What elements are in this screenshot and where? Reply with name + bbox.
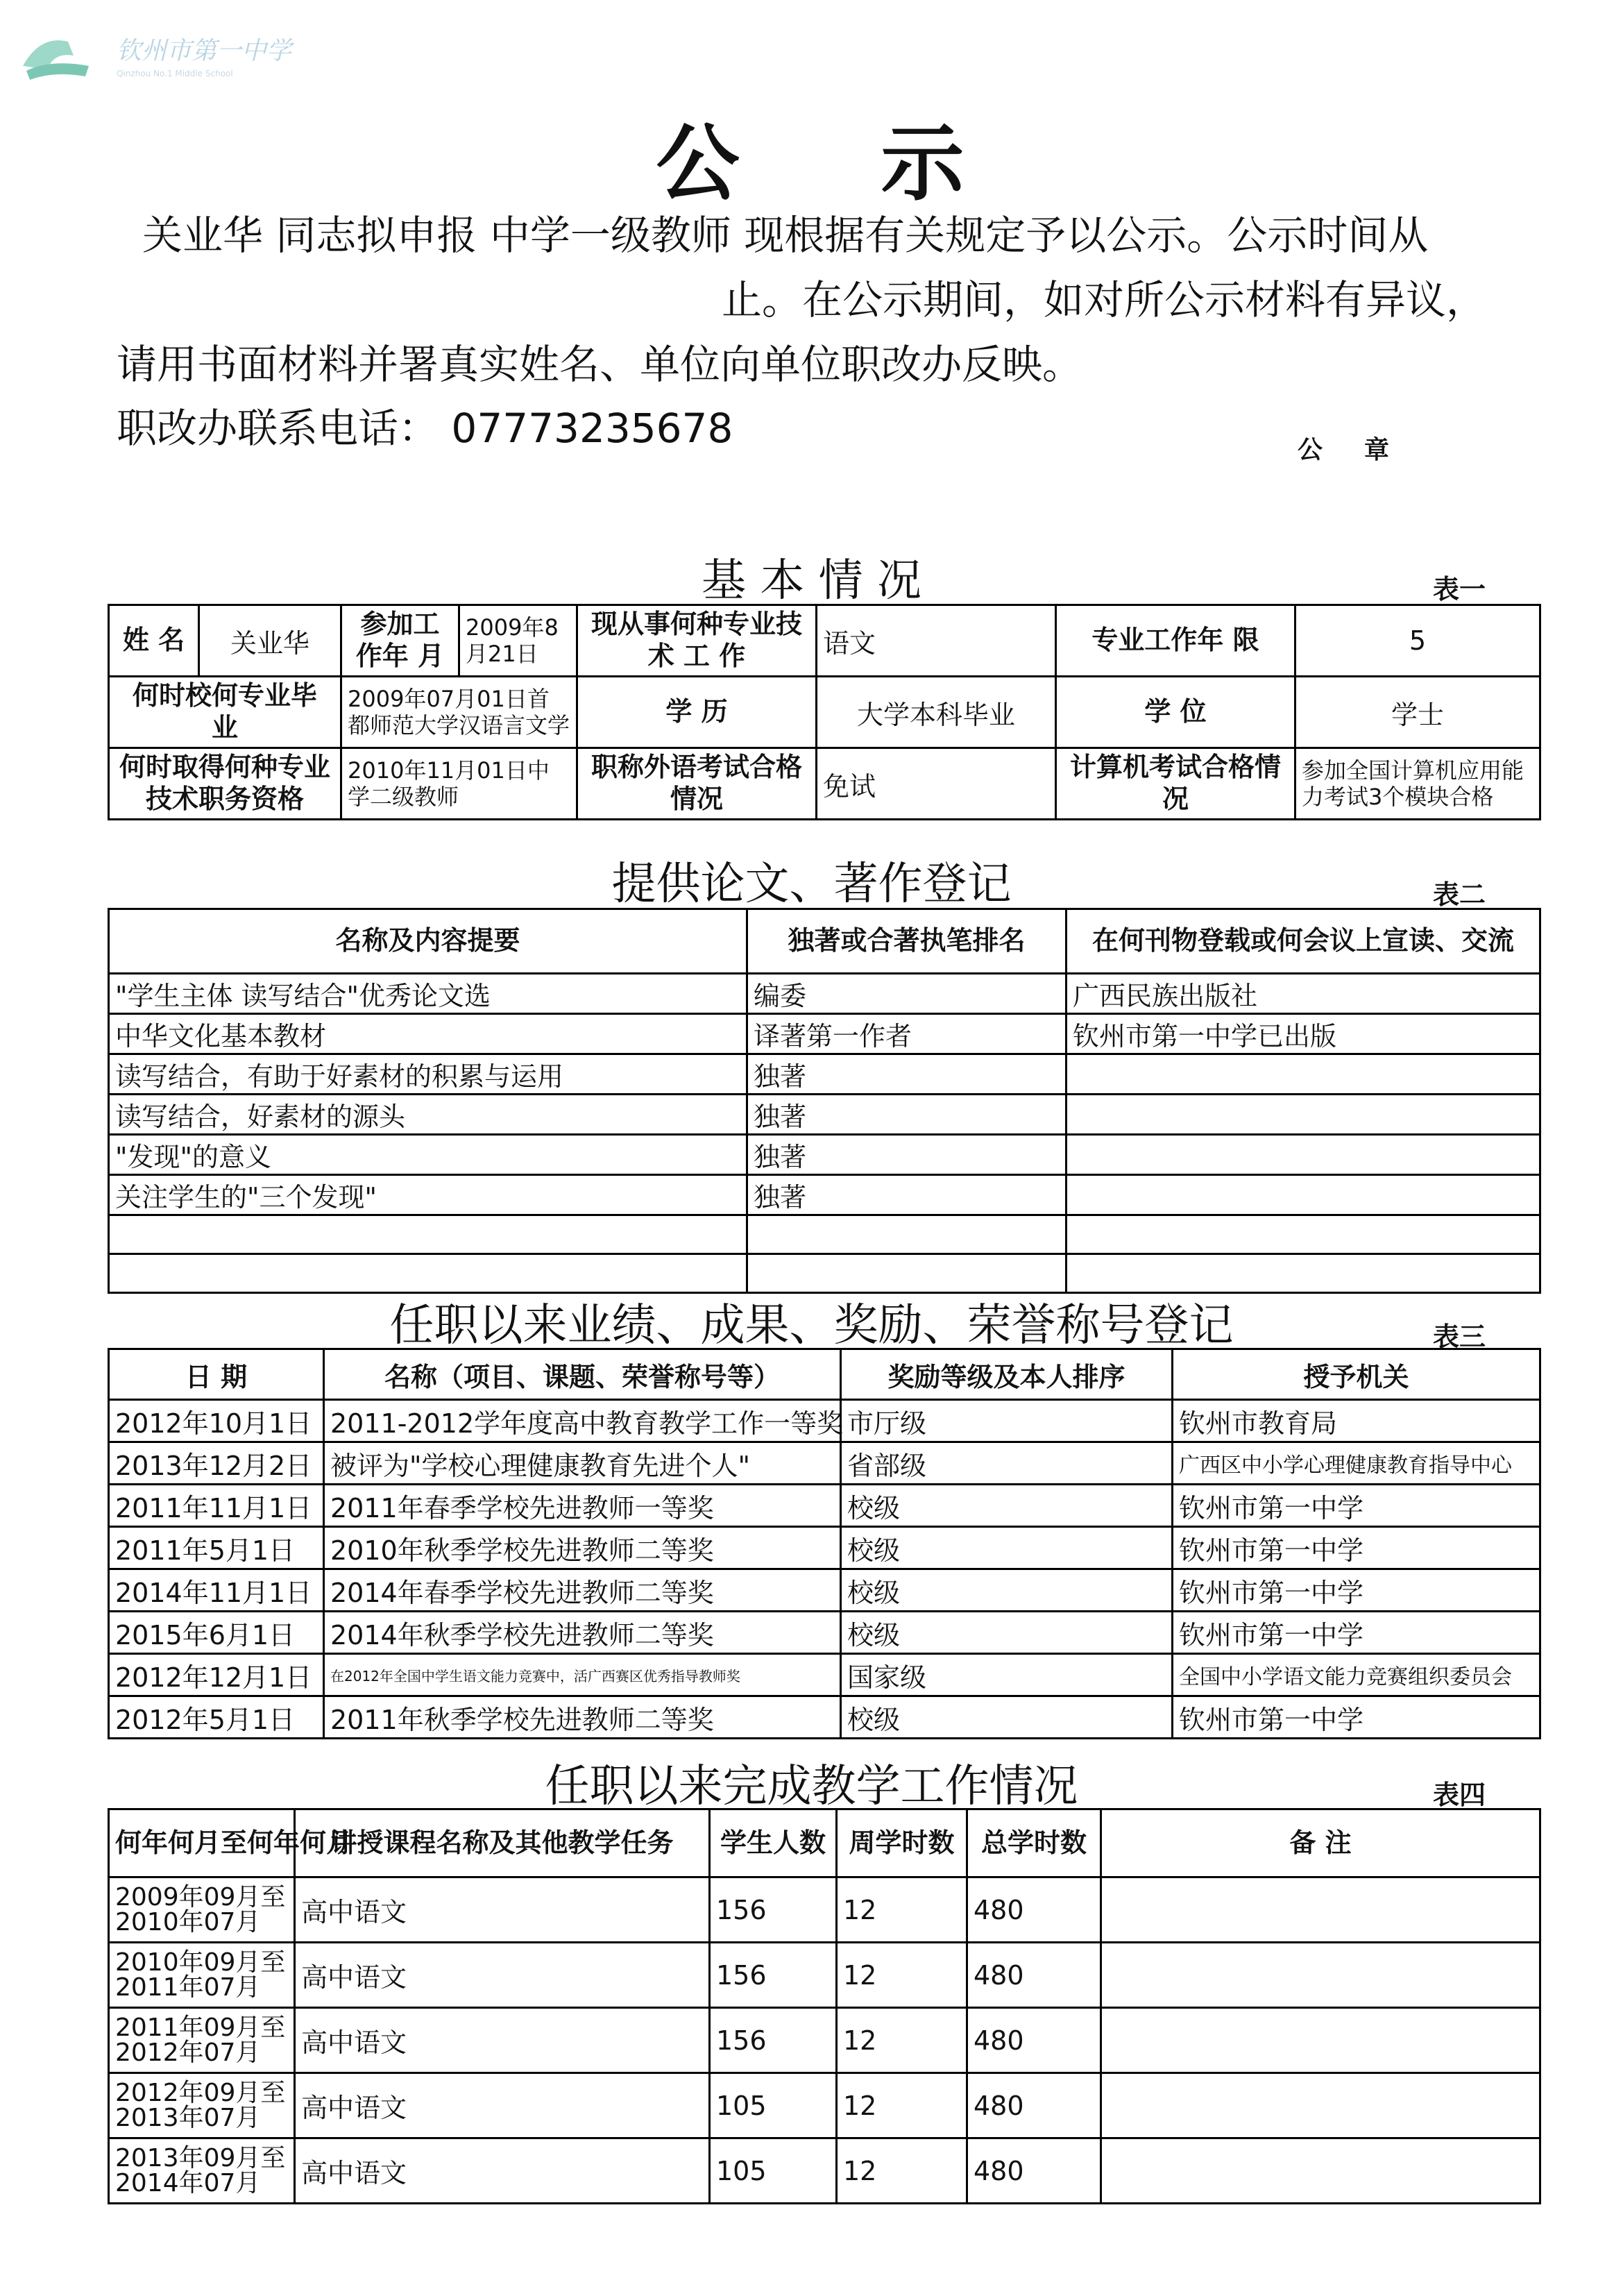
comp-label: 计算机考试合格情况 xyxy=(1056,748,1295,820)
teaching-header-remarks: 备 注 xyxy=(1101,1809,1540,1877)
paper-title xyxy=(109,1215,747,1254)
table-row xyxy=(109,1400,1540,1442)
paper-rank: 独著 xyxy=(747,1095,1067,1135)
teaching-header-course: 讲授课程名称及其他教学任务 xyxy=(295,1809,710,1877)
table-row xyxy=(109,1527,1540,1569)
remarks xyxy=(1101,1943,1540,2008)
period-end: 2013年07月 xyxy=(115,2103,261,2132)
edu-label: 学 历 xyxy=(577,677,817,748)
award-authority: 钦州市第一中学 xyxy=(1173,1696,1540,1739)
notice-line-1: 关业华 同志拟申报 中学一级教师 现根据有关规定予以公示。公示时间从 xyxy=(142,212,1429,259)
table-row xyxy=(109,1654,1540,1696)
basic-info-table xyxy=(108,604,1541,820)
award-level: 校级 xyxy=(841,1485,1173,1527)
paper-venue: 广西民族出版社 xyxy=(1067,974,1540,1014)
course: 高中语文 xyxy=(295,2073,710,2138)
course: 高中语文 xyxy=(295,1943,710,2008)
name-value: 关业华 xyxy=(199,605,341,677)
paper-title: 关注学生的"三个发现" xyxy=(109,1175,747,1215)
table-row xyxy=(109,1943,1540,2008)
weekly-hours: 12 xyxy=(837,2138,967,2204)
table-row xyxy=(109,1569,1540,1612)
paper-venue xyxy=(1067,1215,1540,1254)
paper-rank: 译著第一作者 xyxy=(747,1014,1067,1054)
teaching-header-period: 何年何月至何年何月 xyxy=(109,1809,295,1877)
name-label: 姓 名 xyxy=(109,605,199,677)
award-authority: 全国中小学语文能力竞赛组织委员会 xyxy=(1173,1654,1540,1696)
table-row xyxy=(109,1054,1540,1095)
table-row xyxy=(109,2138,1540,2204)
total-hours: 480 xyxy=(967,1943,1101,2008)
award-level: 校级 xyxy=(841,1696,1173,1739)
join-label: 参加工作年 月 xyxy=(341,605,459,677)
table-row xyxy=(109,1175,1540,1215)
award-authority: 钦州市第一中学 xyxy=(1173,1612,1540,1654)
students: 156 xyxy=(710,2008,837,2073)
period-start: 2010年09月至 xyxy=(115,1948,286,1977)
table-row xyxy=(109,1485,1540,1527)
paper-title: 读写结合，有助于好素材的积累与运用 xyxy=(109,1054,747,1095)
paper-venue xyxy=(1067,1254,1540,1293)
table-number-2: 表二 xyxy=(1433,879,1486,910)
seal-label: 公章 xyxy=(1298,436,1431,464)
paper-rank: 独著 xyxy=(747,1135,1067,1175)
table-number-1: 表一 xyxy=(1433,574,1486,605)
award-name: 2011年秋季学校先进教师二等奖 xyxy=(324,1696,841,1739)
qual-value: 2010年11月01日中学二级教师 xyxy=(341,748,577,820)
teaching-period xyxy=(109,2138,295,2204)
notice-title-char: 示 xyxy=(881,115,967,212)
award-date: 2011年11月1日 xyxy=(109,1485,324,1527)
svg-text:钦州市第一中学: 钦州市第一中学 xyxy=(117,37,292,65)
table-row xyxy=(109,1095,1540,1135)
weekly-hours: 12 xyxy=(837,1943,967,2008)
award-date: 2012年12月1日 xyxy=(109,1654,324,1696)
awards-header-date: 日 期 xyxy=(109,1349,324,1400)
paper-rank xyxy=(747,1215,1067,1254)
award-name: 被评为"学校心理健康教育先进个人" xyxy=(324,1442,841,1485)
lang-label: 职称外语考试合格情况 xyxy=(577,748,817,820)
table-row xyxy=(109,1254,1540,1293)
award-date: 2014年11月1日 xyxy=(109,1569,324,1612)
period-start: 2009年09月至 xyxy=(115,1882,286,1911)
paper-title xyxy=(109,1254,747,1293)
edu-value: 大学本科毕业 xyxy=(817,677,1056,748)
students: 156 xyxy=(710,1877,837,1943)
table-row xyxy=(109,1612,1540,1654)
qual-label: 何时取得何种专业技术职务资格 xyxy=(109,748,341,820)
period-end: 2012年07月 xyxy=(115,2038,261,2067)
major-value: 语文 xyxy=(817,605,1056,677)
weekly-hours: 12 xyxy=(837,1877,967,1943)
award-level: 校级 xyxy=(841,1569,1173,1612)
award-authority: 钦州市教育局 xyxy=(1173,1400,1540,1442)
paper-rank: 编委 xyxy=(747,974,1067,1014)
course: 高中语文 xyxy=(295,1877,710,1943)
comp-value: 参加全国计算机应用能力考试3个模块合格 xyxy=(1295,748,1540,820)
section-title-teaching: 任职以来完成教学工作情况 xyxy=(545,1761,1078,1812)
award-name: 在2012年全国中学生语文能力竞赛中，活广西赛区优秀指导教师奖 xyxy=(324,1654,841,1696)
students: 156 xyxy=(710,1943,837,2008)
table-row xyxy=(109,1215,1540,1254)
teaching-period xyxy=(109,2073,295,2138)
join-value: 2009年8月21日 xyxy=(459,605,577,677)
award-level: 省部级 xyxy=(841,1442,1173,1485)
section-title-basic: 基 本 情 况 xyxy=(701,555,922,607)
section-title-papers: 提供论文、著作登记 xyxy=(611,859,1012,910)
paper-venue xyxy=(1067,1135,1540,1175)
paper-venue xyxy=(1067,1095,1540,1135)
award-level: 校级 xyxy=(841,1612,1173,1654)
period-end: 2014年07月 xyxy=(115,2168,261,2197)
paper-title: 中华文化基本教材 xyxy=(109,1014,747,1054)
table-row xyxy=(109,2073,1540,2138)
table-row xyxy=(109,1877,1540,1943)
major-label: 现从事何种专业技 术 工 作 xyxy=(577,605,817,677)
paper-venue: 钦州市第一中学已出版 xyxy=(1067,1014,1540,1054)
course: 高中语文 xyxy=(295,2008,710,2073)
papers-header-rank: 独著或合著执笔排名 xyxy=(747,909,1067,974)
school-logo xyxy=(19,28,292,83)
teaching-period xyxy=(109,2008,295,2073)
table-row xyxy=(109,2008,1540,2073)
papers-header-name: 名称及内容提要 xyxy=(109,909,747,974)
period-start: 2013年09月至 xyxy=(115,2143,286,2172)
teaching-table xyxy=(108,1808,1541,2204)
total-hours: 480 xyxy=(967,2073,1101,2138)
notice-line-2: 止。在公示期间，如对所公示材料有异议， xyxy=(722,276,1487,323)
award-date: 2011年5月1日 xyxy=(109,1527,324,1569)
remarks xyxy=(1101,1877,1540,1943)
paper-venue xyxy=(1067,1175,1540,1215)
teaching-header-students: 学生人数 xyxy=(710,1809,837,1877)
remarks xyxy=(1101,2008,1540,2073)
table-row xyxy=(109,974,1540,1014)
total-hours: 480 xyxy=(967,2008,1101,2073)
award-level: 市厅级 xyxy=(841,1400,1173,1442)
notice-title-char: 公 xyxy=(656,115,742,212)
award-level: 校级 xyxy=(841,1527,1173,1569)
remarks xyxy=(1101,2138,1540,2204)
grad-label: 何时校何专业毕 业 xyxy=(109,677,341,748)
remarks xyxy=(1101,2073,1540,2138)
total-hours: 480 xyxy=(967,1877,1101,1943)
table-number-4: 表四 xyxy=(1433,1780,1486,1810)
years-label: 专业工作年 限 xyxy=(1056,605,1295,677)
weekly-hours: 12 xyxy=(837,2008,967,2073)
period-start: 2011年09月至 xyxy=(115,2013,286,2042)
paper-rank xyxy=(747,1254,1067,1293)
awards-header-level: 奖励等级及本人排序 xyxy=(841,1349,1173,1400)
school-logo-icon xyxy=(19,28,292,83)
teaching-period xyxy=(109,1877,295,1943)
award-authority: 钦州市第一中学 xyxy=(1173,1485,1540,1527)
paper-rank: 独著 xyxy=(747,1175,1067,1215)
grad-value: 2009年07月01日首都师范大学汉语言文学 xyxy=(341,677,577,748)
contact-phone-line: 职改办联系电话： 07773235678 xyxy=(117,405,733,452)
notice-line-3: 请用书面材料并署真实姓名、单位向单位职改办反映。 xyxy=(117,341,1083,388)
paper-title: 读写结合，好素材的源头 xyxy=(109,1095,747,1135)
degree-label: 学 位 xyxy=(1056,677,1295,748)
award-name: 2011-2012学年度高中教育教学工作一等奖 xyxy=(324,1400,841,1442)
award-name: 2014年春季学校先进教师二等奖 xyxy=(324,1569,841,1612)
students: 105 xyxy=(710,2138,837,2204)
svg-text:Qinzhou No.1 Middle School: Qinzhou No.1 Middle School xyxy=(117,69,233,78)
lang-value: 免试 xyxy=(817,748,1056,820)
paper-title: "发现"的意义 xyxy=(109,1135,747,1175)
degree-value: 学士 xyxy=(1295,677,1540,748)
table-row xyxy=(109,1442,1540,1485)
awards-header-authority: 授予机关 xyxy=(1173,1349,1540,1400)
paper-venue xyxy=(1067,1054,1540,1095)
award-level: 国家级 xyxy=(841,1654,1173,1696)
table-row xyxy=(109,1135,1540,1175)
award-name: 2014年秋季学校先进教师二等奖 xyxy=(324,1612,841,1654)
award-date: 2013年12月2日 xyxy=(109,1442,324,1485)
table-row xyxy=(109,1014,1540,1054)
total-hours: 480 xyxy=(967,2138,1101,2204)
paper-title: "学生主体 读写结合"优秀论文选 xyxy=(109,974,747,1014)
years-value: 5 xyxy=(1295,605,1540,677)
teaching-header-weekly-hours: 周学时数 xyxy=(837,1809,967,1877)
paper-rank: 独著 xyxy=(747,1054,1067,1095)
teaching-header-total-hours: 总学时数 xyxy=(967,1809,1101,1877)
papers-table xyxy=(108,908,1541,1294)
award-name: 2011年春季学校先进教师一等奖 xyxy=(324,1485,841,1527)
students: 105 xyxy=(710,2073,837,2138)
award-date: 2012年5月1日 xyxy=(109,1696,324,1739)
papers-header-venue: 在何刊物登载或何会议上宣读、交流 xyxy=(1067,909,1540,974)
awards-header-name: 名称（项目、课题、荣誉称号等） xyxy=(324,1349,841,1400)
course: 高中语文 xyxy=(295,2138,710,2204)
award-date: 2012年10月1日 xyxy=(109,1400,324,1442)
notice-title xyxy=(0,97,1623,217)
table-row xyxy=(109,1696,1540,1739)
award-authority: 钦州市第一中学 xyxy=(1173,1569,1540,1612)
period-end: 2010年07月 xyxy=(115,1907,261,1936)
teaching-period xyxy=(109,1943,295,2008)
period-end: 2011年07月 xyxy=(115,1973,261,2002)
award-name: 2010年秋季学校先进教师二等奖 xyxy=(324,1527,841,1569)
award-authority: 广西区中小学心理健康教育指导中心 xyxy=(1173,1442,1540,1485)
table-number-3: 表三 xyxy=(1433,1322,1486,1352)
section-title-awards: 任职以来业绩、成果、奖励、荣誉称号登记 xyxy=(389,1300,1234,1351)
awards-table xyxy=(108,1348,1541,1739)
award-authority: 钦州市第一中学 xyxy=(1173,1527,1540,1569)
weekly-hours: 12 xyxy=(837,2073,967,2138)
award-date: 2015年6月1日 xyxy=(109,1612,324,1654)
period-start: 2012年09月至 xyxy=(115,2078,286,2107)
